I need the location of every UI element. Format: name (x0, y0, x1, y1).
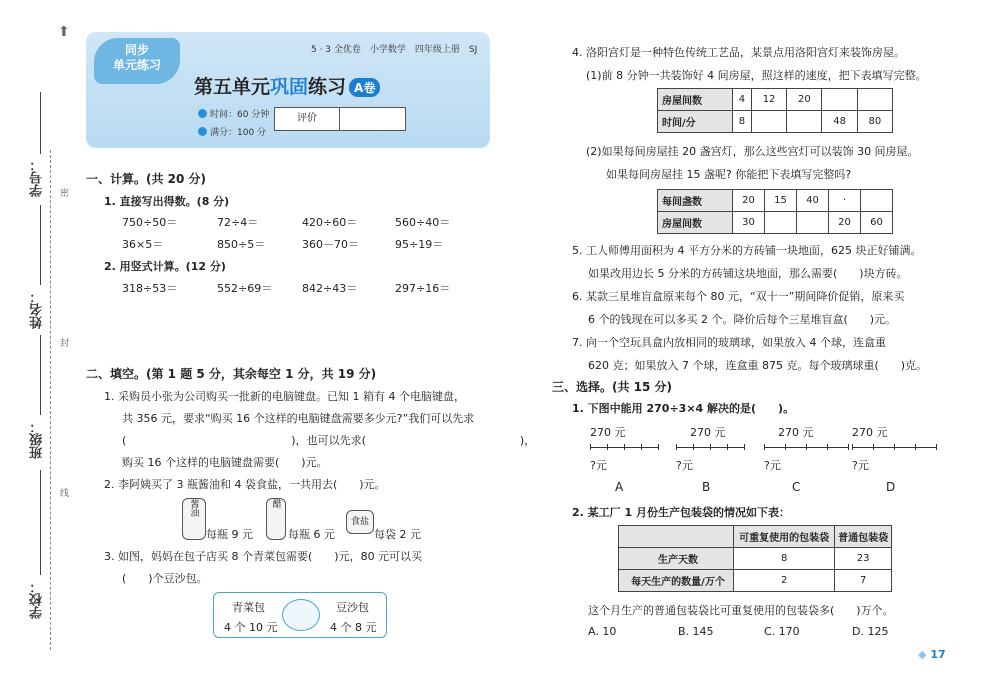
diagram-A-top: 270 元 (590, 426, 626, 439)
vinegar-label: 醋 (270, 499, 281, 508)
page-number-text: 17 (930, 648, 946, 661)
table-cell: 每天生产的数量/万个 (619, 570, 734, 592)
diagram-tick (710, 444, 711, 450)
s2-q3-line1: 3. 如图，妈妈在包子店买 8 个青菜包需要( )元，80 元可以买 (104, 550, 423, 563)
table-cell: 每间盏数 (658, 190, 733, 212)
c2-sub-question: 这个月生产的普通包装袋比可重复使用的包装袋多( )万个。 (588, 604, 894, 617)
table-cell[interactable] (822, 89, 857, 111)
c2-option-C[interactable]: C. 170 (764, 625, 800, 638)
bun-price-card (213, 592, 387, 638)
diagram-tick (658, 444, 659, 450)
table-cell[interactable] (751, 111, 786, 133)
fold-line (50, 150, 51, 650)
seal-char-3: 线 (60, 489, 70, 499)
title-part-3: 练习 (308, 76, 347, 98)
class-line[interactable] (40, 335, 41, 415)
q4-intro: 4. 洛阳宫灯是一种特色传统工艺品，某景点用洛阳宫灯来装饰房屋。 (572, 46, 905, 59)
table-cell: 40 (797, 190, 829, 212)
green-bun-price: 4 个 10 元 (224, 621, 278, 634)
diagram-B-top: 270 元 (690, 426, 726, 439)
s2-q1-line3: ( )，也可以先求( )， (122, 434, 536, 447)
table-cell: 15 (765, 190, 797, 212)
section-3-heading: 三、选择。(共 15 分) (552, 380, 673, 394)
salt-price: 每袋 2 元 (374, 528, 421, 541)
bean-bun-name: 豆沙包 (336, 601, 369, 614)
student-id-label: 学号： (30, 158, 45, 197)
diagram-D-top: 270 元 (852, 426, 888, 439)
page-title (194, 72, 380, 99)
table-row (658, 111, 893, 133)
name-line[interactable] (40, 205, 41, 285)
table-header-cell (619, 526, 734, 548)
diagram-tick (676, 444, 677, 450)
table-cell: 60 (861, 212, 893, 234)
table-cell: 48 (822, 111, 857, 133)
option-C[interactable]: C (792, 480, 801, 494)
evaluation-field[interactable] (340, 108, 405, 130)
table-row (658, 212, 893, 234)
diagram-tick (852, 444, 853, 450)
table-cell[interactable] (857, 89, 892, 111)
calc-6: 850÷5＝ (217, 238, 266, 251)
diagram-tick (693, 444, 694, 450)
table-row (619, 526, 892, 548)
table-cell[interactable] (787, 111, 822, 133)
s2-q1-line4: 购买 16 个这样的电脑键盘需要( )元。 (122, 456, 328, 469)
q4-part1: (1)前 8 分钟一共装饰好 4 间房屋，照这样的速度，把下表填写完整。 (586, 69, 927, 82)
q5-line1: 5. 工人师傅用面积为 4 平方分米的方砖铺一块地面，625 块正好铺满。 (572, 244, 922, 257)
score-text: 满分：100 分 (210, 128, 267, 138)
s2-q1-line1: 1. 采购员小张为公司购买一批新的电脑键盘。已知 1 箱有 4 个电脑键盘， (104, 390, 465, 403)
table-rooms-time (657, 88, 893, 133)
calc-7: 360－70＝ (302, 238, 359, 251)
section-1-heading: 一、计算。(共 20 分) (86, 172, 207, 186)
diagram-B-bottom: ?元 (676, 459, 693, 472)
option-D[interactable]: D (886, 480, 896, 494)
s2-q3-line2: ( )个豆沙包。 (122, 572, 208, 585)
time-text: 时间：60 分钟 (210, 110, 270, 120)
page-number: ◆ 17 (918, 648, 946, 661)
q6-line1: 6. 某款三星堆盲盒原来每个 80 元，“双十一”期间降价促销，原来买 (572, 290, 905, 303)
diagram-tick (936, 444, 937, 450)
name-label: 姓名： (30, 290, 45, 329)
calc-3: 420÷60＝ (302, 216, 358, 229)
soy-sauce-price: 每瓶 9 元 (206, 528, 253, 541)
school-label: 学校： (30, 580, 45, 619)
diagram-D-bottom: ?元 (852, 459, 869, 472)
score-info (198, 125, 266, 138)
class-label: 班级： (30, 420, 45, 459)
calc-5: 36×5＝ (122, 238, 164, 251)
diagram-tick (785, 444, 786, 450)
diagram-tick (764, 444, 765, 450)
vertical-calc-1: 318÷53＝ (122, 282, 178, 295)
vertical-calc-2: 552÷69＝ (217, 282, 273, 295)
s2-q1-line2: 共 356 元，要求“购买 16 个这样的电脑键盘需要多少元?”我们可以先求 (122, 412, 475, 425)
section-2-heading: 二、填空。(第 1 题 5 分，其余每空 1 分，共 19 分) (86, 367, 377, 381)
table-row (619, 570, 892, 592)
calc-1: 750÷50＝ (122, 216, 178, 229)
badge-text: 同步 单元练习 (112, 43, 161, 72)
q7-line1: 7. 向一个空玩具盒内放相同的玻璃球，如果放入 4 个球，连盒重 (572, 336, 886, 349)
option-A[interactable]: A (615, 480, 624, 494)
green-bun-name: 青菜包 (232, 601, 265, 614)
s2-q2: 2. 李阿姨买了 3 瓶酱油和 4 袋食盐，一共用去( )元。 (104, 478, 386, 491)
table-header-cell: 可重复使用的包装袋 (734, 526, 835, 548)
series-info: 5 · 3 全优卷 小学数学 四年级上册 SJ (311, 45, 478, 55)
evaluation-label: 评价 (275, 108, 340, 130)
table-cell: 8 (733, 111, 752, 133)
vertical-calc-4: 297÷16＝ (395, 282, 451, 295)
option-B[interactable]: B (702, 480, 711, 494)
table-row (658, 89, 893, 111)
diagram-tick (894, 444, 895, 450)
diagram-A-bottom: ?元 (590, 459, 607, 472)
clock-icon (198, 109, 207, 118)
table-cell: 80 (857, 111, 892, 133)
table-lamps-rooms (657, 189, 893, 234)
diagram-tick (624, 444, 625, 450)
diagram-tick (641, 444, 642, 450)
sync-badge (94, 38, 180, 84)
c2-option-A[interactable]: A. 10 (588, 625, 617, 638)
seal-char-1: 密 (60, 189, 70, 199)
q4-part2-line2: 如果每间房屋挂 15 盏呢? 你能把下表填写完整吗? (606, 168, 852, 181)
table-cell: 4 (733, 89, 752, 111)
q7-line2: 620 克；如果放入 7 个球，连盒重 875 克。每个玻璃球重( )克。 (588, 359, 928, 372)
c2-option-D[interactable]: D. 125 (852, 625, 889, 638)
table-row (658, 190, 893, 212)
table-cell: 时间/分 (658, 111, 733, 133)
diagram-tick (590, 444, 591, 450)
q6-line2: 6 个的钱现在可以多买 2 个。降价后每个三星堆盲盒( )元。 (588, 313, 897, 326)
time-info (198, 107, 269, 120)
calc-8: 95÷19＝ (395, 238, 444, 251)
calc-2: 72÷4＝ (217, 216, 259, 229)
q4-part2-line1: (2)如果每间房屋挂 20 盏宫灯，那么这些宫灯可以装饰 30 间房屋。 (586, 145, 919, 158)
unit-header (86, 32, 490, 148)
score-icon (198, 127, 207, 136)
bean-bun-price: 4 个 8 元 (330, 621, 377, 634)
steamer-icon (282, 599, 320, 631)
soy-sauce-label: 酱油 (188, 499, 199, 517)
table-cell: 20 (787, 89, 822, 111)
diagram-tick (915, 444, 916, 450)
table-cell: 房屋间数 (658, 89, 733, 111)
table-cell: 7 (835, 570, 892, 592)
vinegar-price: 每瓶 6 元 (288, 528, 335, 541)
diagram-tick (727, 444, 728, 450)
binding-margin (0, 0, 68, 683)
title-tag: A卷 (349, 78, 380, 97)
diagram-tick (744, 444, 745, 450)
table-cell[interactable]: · (829, 190, 861, 212)
table-row (619, 548, 892, 570)
diagram-tick (827, 444, 828, 450)
evaluation-box (274, 107, 406, 131)
table-cell: 2 (734, 570, 835, 592)
soy-sauce-bottle (182, 498, 206, 540)
q5-line2: 如果改用边长 5 分米的方砖铺这块地面，那么需要( )块方砖。 (588, 267, 908, 280)
s1-q1: 1. 直接写出得数。(8 分) (104, 195, 230, 208)
school-line[interactable] (40, 470, 41, 575)
table-cell: 生产天数 (619, 548, 734, 570)
rocket-icon: ⬆ (58, 24, 70, 40)
table-cell: 8 (734, 548, 835, 570)
table-cell: 12 (751, 89, 786, 111)
diagram-tick (873, 444, 874, 450)
salt-bag (346, 510, 374, 534)
table-cell[interactable] (797, 212, 829, 234)
diagram-tick (848, 444, 849, 450)
student-id-line[interactable] (40, 92, 41, 154)
s1-q2: 2. 用竖式计算。(12 分) (104, 260, 226, 273)
title-part-1: 第五单元 (194, 76, 271, 98)
c2-option-B[interactable]: B. 145 (678, 625, 714, 638)
table-cell: 23 (835, 548, 892, 570)
c2-question: 2. 某工厂 1 月份生产包装袋的情况如下表： (572, 506, 790, 519)
seal-char-2: 封 (60, 339, 70, 349)
diagram-C-bottom: ?元 (764, 459, 781, 472)
diagram-C-top: 270 元 (778, 426, 814, 439)
calc-4: 560÷40＝ (395, 216, 451, 229)
vertical-calc-3: 842÷43＝ (302, 282, 358, 295)
table-cell: 30 (733, 212, 765, 234)
table-cell: 20 (829, 212, 861, 234)
salt-label: 食盐 (350, 517, 369, 527)
diagram-tick (607, 444, 608, 450)
table-cell[interactable] (765, 212, 797, 234)
table-cell: 20 (733, 190, 765, 212)
table-bag-production (618, 525, 892, 592)
diagram-tick (806, 444, 807, 450)
title-part-2: 巩固 (270, 76, 309, 98)
table-header-cell: 普通包装袋 (835, 526, 892, 548)
vinegar-bottle (266, 498, 286, 540)
c1-question: 1. 下图中能用 270÷3×4 解决的是( )。 (572, 402, 795, 415)
table-cell[interactable] (861, 190, 893, 212)
table-cell: 房屋间数 (658, 212, 733, 234)
